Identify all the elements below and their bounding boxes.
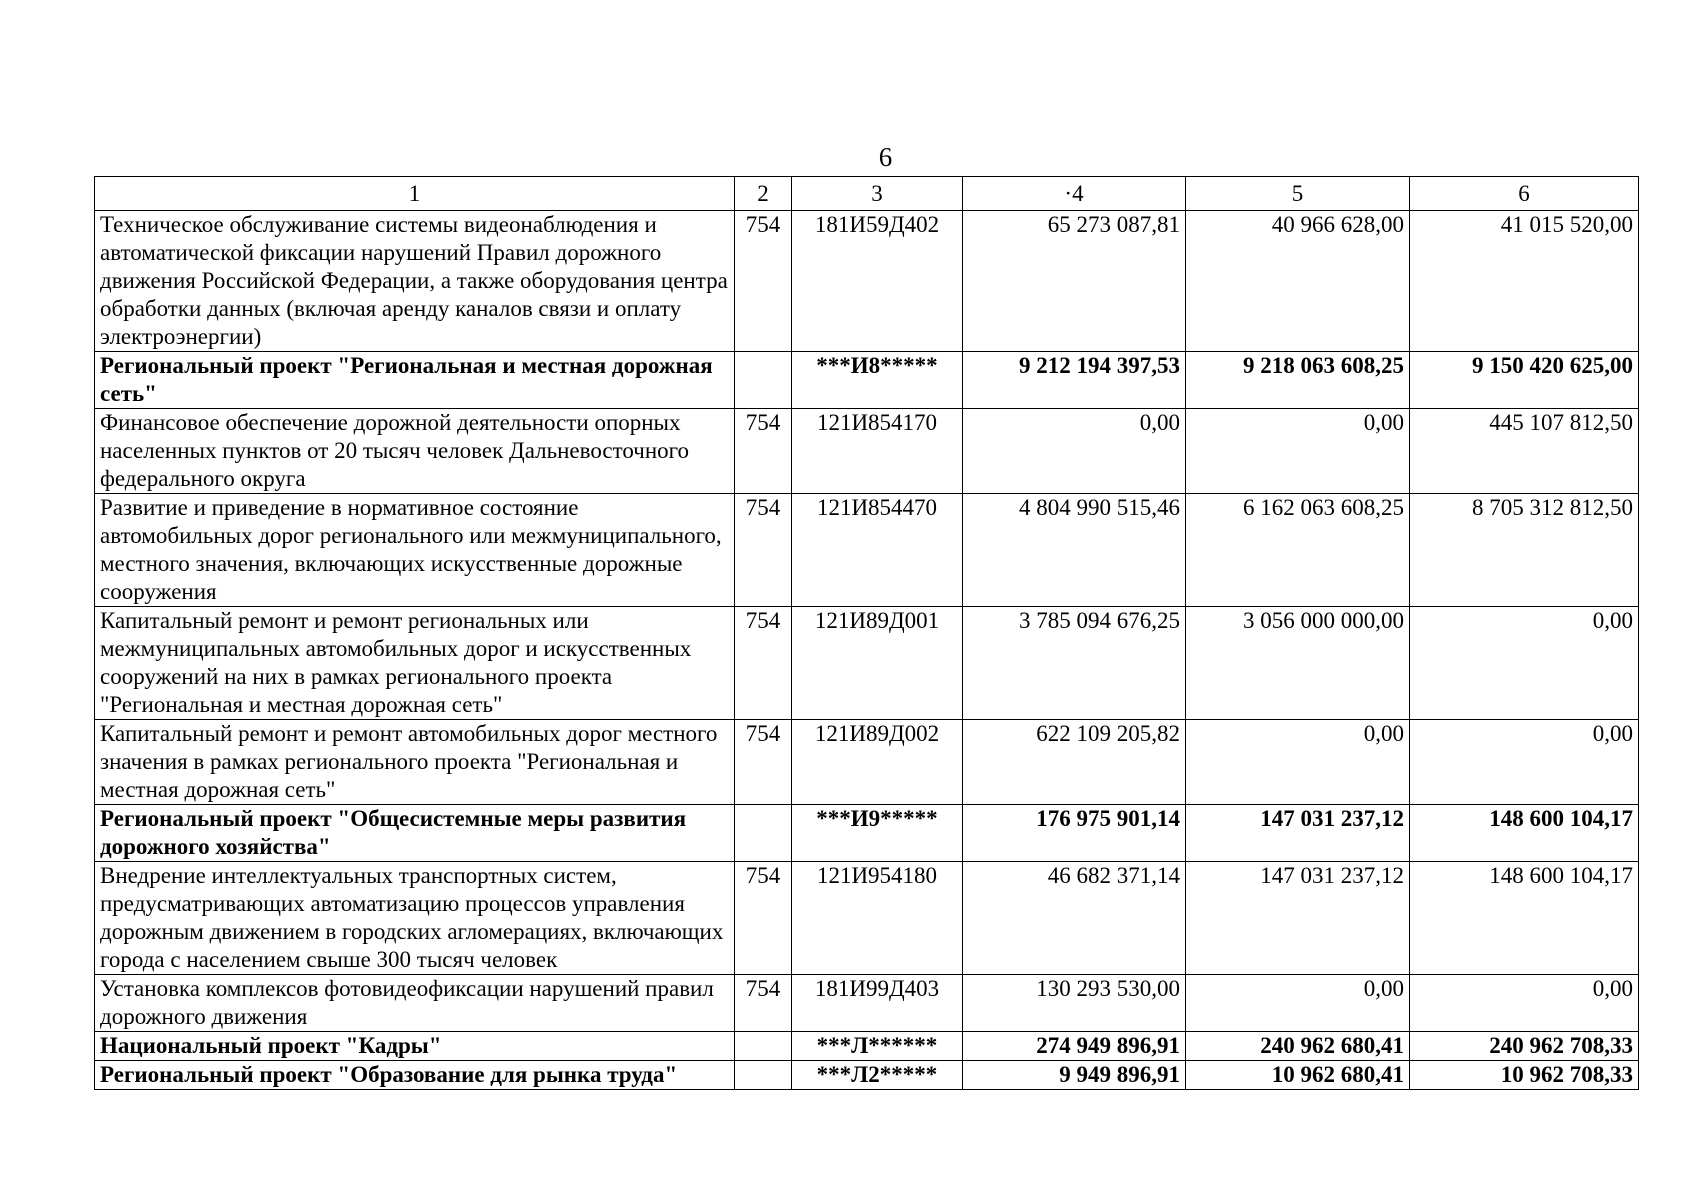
row-value-4: 622 109 205,82	[963, 720, 1186, 805]
row-grbs: 754	[735, 409, 792, 494]
table-row	[95, 975, 1639, 1032]
row-grbs: 754	[735, 720, 792, 805]
row-code: 121И89Д002	[792, 720, 963, 805]
row-code: 181И99Д403	[792, 975, 963, 1032]
row-value-6: 8 705 312 812,50	[1410, 494, 1639, 607]
budget-table	[94, 176, 1639, 1090]
row-name: Развитие и приведение в нормативное состояние автомобильных дорог регионального или межмуниципального, местного значения, включающих искусственные дорожные сооружения	[95, 494, 735, 607]
row-value-4: 46 682 371,14	[963, 862, 1186, 975]
row-code: ***И8*****	[792, 352, 963, 409]
row-value-5: 0,00	[1186, 720, 1410, 805]
row-name: Внедрение интеллектуальных транспортных систем, предусматривающих автоматизацию процессов управления дорожным движением в городских агломерациях, включающих города с населением свыше 300 тысяч человек	[95, 862, 735, 975]
row-value-5: 9 218 063 608,25	[1186, 352, 1410, 409]
row-value-5: 0,00	[1186, 409, 1410, 494]
row-code: 181И59Д402	[792, 211, 963, 352]
row-grbs: 754	[735, 211, 792, 352]
row-value-6: 445 107 812,50	[1410, 409, 1639, 494]
row-value-5: 0,00	[1186, 975, 1410, 1032]
table-row-subtotal	[95, 805, 1639, 862]
table-row	[95, 409, 1639, 494]
row-grbs: 754	[735, 494, 792, 607]
row-value-5: 6 162 063 608,25	[1186, 494, 1410, 607]
column-header-1: 1	[95, 177, 735, 211]
row-grbs	[735, 352, 792, 409]
row-code: 121И954180	[792, 862, 963, 975]
row-grbs	[735, 1061, 792, 1090]
row-grbs: 754	[735, 607, 792, 720]
row-value-6: 41 015 520,00	[1410, 211, 1639, 352]
row-code: ***Л******	[792, 1032, 963, 1061]
row-name: Региональный проект "Образование для рынка труда"	[95, 1061, 735, 1090]
row-value-6: 0,00	[1410, 975, 1639, 1032]
table-row-subtotal	[95, 1032, 1639, 1061]
row-value-4: 4 804 990 515,46	[963, 494, 1186, 607]
page-number: 6	[878, 142, 893, 172]
row-name: Региональный проект "Общесистемные меры развития дорожного хозяйства"	[95, 805, 735, 862]
row-name: Региональный проект "Региональная и местная дорожная сеть"	[95, 352, 735, 409]
row-value-6: 240 962 708,33	[1410, 1032, 1639, 1061]
row-value-5: 3 056 000 000,00	[1186, 607, 1410, 720]
row-value-4: 274 949 896,91	[963, 1032, 1186, 1061]
row-name: Национальный проект "Кадры"	[95, 1032, 735, 1061]
row-value-4: 9 949 896,91	[963, 1061, 1186, 1090]
row-value-6: 9 150 420 625,00	[1410, 352, 1639, 409]
table-row-subtotal	[95, 1061, 1639, 1090]
row-code: 121И854470	[792, 494, 963, 607]
row-code: 121И854170	[792, 409, 963, 494]
column-header-5: 5	[1186, 177, 1410, 211]
row-value-4: 9 212 194 397,53	[963, 352, 1186, 409]
row-grbs	[735, 1032, 792, 1061]
row-value-6: 0,00	[1410, 720, 1639, 805]
table-row	[95, 494, 1639, 607]
row-value-5: 10 962 680,41	[1186, 1061, 1410, 1090]
row-name: Установка комплексов фотовидеофиксации нарушений правил дорожного движения	[95, 975, 735, 1032]
row-value-5: 240 962 680,41	[1186, 1032, 1410, 1061]
table-row	[95, 720, 1639, 805]
row-value-5: 147 031 237,12	[1186, 805, 1410, 862]
row-value-4: 0,00	[963, 409, 1186, 494]
table-row-subtotal	[95, 352, 1639, 409]
row-code: ***И9*****	[792, 805, 963, 862]
row-name: Капитальный ремонт и ремонт автомобильных дорог местного значения в рамках регионального проекта "Региональная и местная дорожная сеть"	[95, 720, 735, 805]
row-code: ***Л2*****	[792, 1061, 963, 1090]
row-value-4: 130 293 530,00	[963, 975, 1186, 1032]
row-grbs: 754	[735, 862, 792, 975]
row-name: Техническое обслуживание системы видеонаблюдения и автоматической фиксации нарушений Правил дорожного движения Российской Федерации, а также оборудования центра обработки данных (включая аренду каналов связи и оплату электроэнергии)	[95, 211, 735, 352]
column-header-4: ·4	[963, 177, 1186, 211]
table-row	[95, 862, 1639, 975]
column-header-6: 6	[1410, 177, 1639, 211]
row-value-4: 65 273 087,81	[963, 211, 1186, 352]
row-value-5: 147 031 237,12	[1186, 862, 1410, 975]
row-grbs	[735, 805, 792, 862]
row-name: Капитальный ремонт и ремонт региональных или межмуниципальных автомобильных дорог и искусственных сооружений на них в рамках регионального проекта "Региональная и местная дорожная сеть"	[95, 607, 735, 720]
row-value-6: 148 600 104,17	[1410, 805, 1639, 862]
row-value-5: 40 966 628,00	[1186, 211, 1410, 352]
table-row	[95, 607, 1639, 720]
row-code: 121И89Д001	[792, 607, 963, 720]
column-header-2: 2	[735, 177, 792, 211]
row-value-6: 0,00	[1410, 607, 1639, 720]
row-name: Финансовое обеспечение дорожной деятельности опорных населенных пунктов от 20 тысяч человек Дальневосточного федерального округа	[95, 409, 735, 494]
column-header-3: 3	[792, 177, 963, 211]
row-value-6: 10 962 708,33	[1410, 1061, 1639, 1090]
table-row	[95, 211, 1639, 352]
row-value-4: 3 785 094 676,25	[963, 607, 1186, 720]
row-grbs: 754	[735, 975, 792, 1032]
row-value-6: 148 600 104,17	[1410, 862, 1639, 975]
row-value-4: 176 975 901,14	[963, 805, 1186, 862]
table-header-row	[95, 177, 1639, 211]
